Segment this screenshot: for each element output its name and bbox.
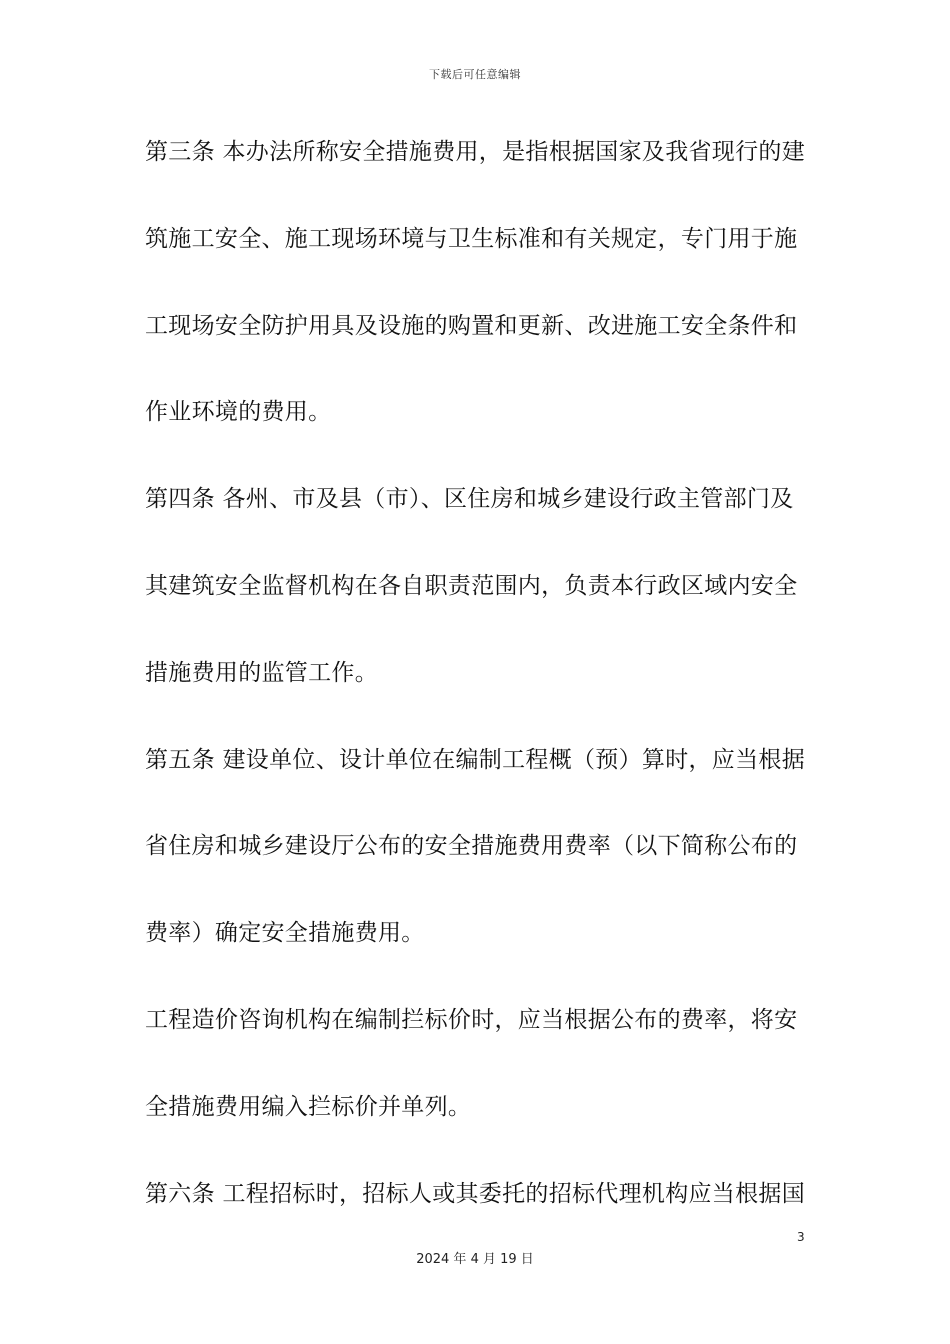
header-note: 下载后可任意编辑 [429,68,521,81]
paragraph-line: 第三条 本办法所称安全措施费用，是指根据国家及我省现行的建 [145,139,805,165]
paragraph-line: 第六条 工程招标时，招标人或其委托的招标代理机构应当根据国 [145,1180,805,1207]
paragraph-line: 省住房和城乡建设厅公布的安全措施费用费率（以下简称公布的 [145,833,798,860]
paragraph-line: 作业环境的费用。 [145,399,332,426]
paragraph-line: 费率）确定安全措施费用。 [145,920,425,947]
paragraph-line: 第四条 各州、市及县（市）、区住房和城乡建设行政主管部门及 [145,486,794,513]
paragraph-line: 措施费用的监管工作。 [145,659,378,686]
paragraph-line: 全措施费用编入拦标价并单列。 [145,1093,472,1120]
paragraph-line: 筑施工安全、施工现场环境与卫生标准和有关规定，专门用于施 [145,225,798,252]
paragraph-line: 第五条 建设单位、设计单位在编制工程概（预）算时，应当根据 [145,746,805,773]
footer-date: 2024 年 4 月 19 日 [416,1252,534,1267]
paragraph-line: 工程造价咨询机构在编制拦标价时，应当根据公布的费率，将安 [145,1006,798,1033]
page-number: 3 [797,1230,805,1244]
document-body [145,130,805,1258]
paragraph-line: 其建筑安全监督机构在各自职责范围内，负责本行政区域内安全 [145,572,798,599]
paragraph-line: 工现场安全防护用具及设施的购置和更新、改进施工安全条件和 [145,312,798,339]
